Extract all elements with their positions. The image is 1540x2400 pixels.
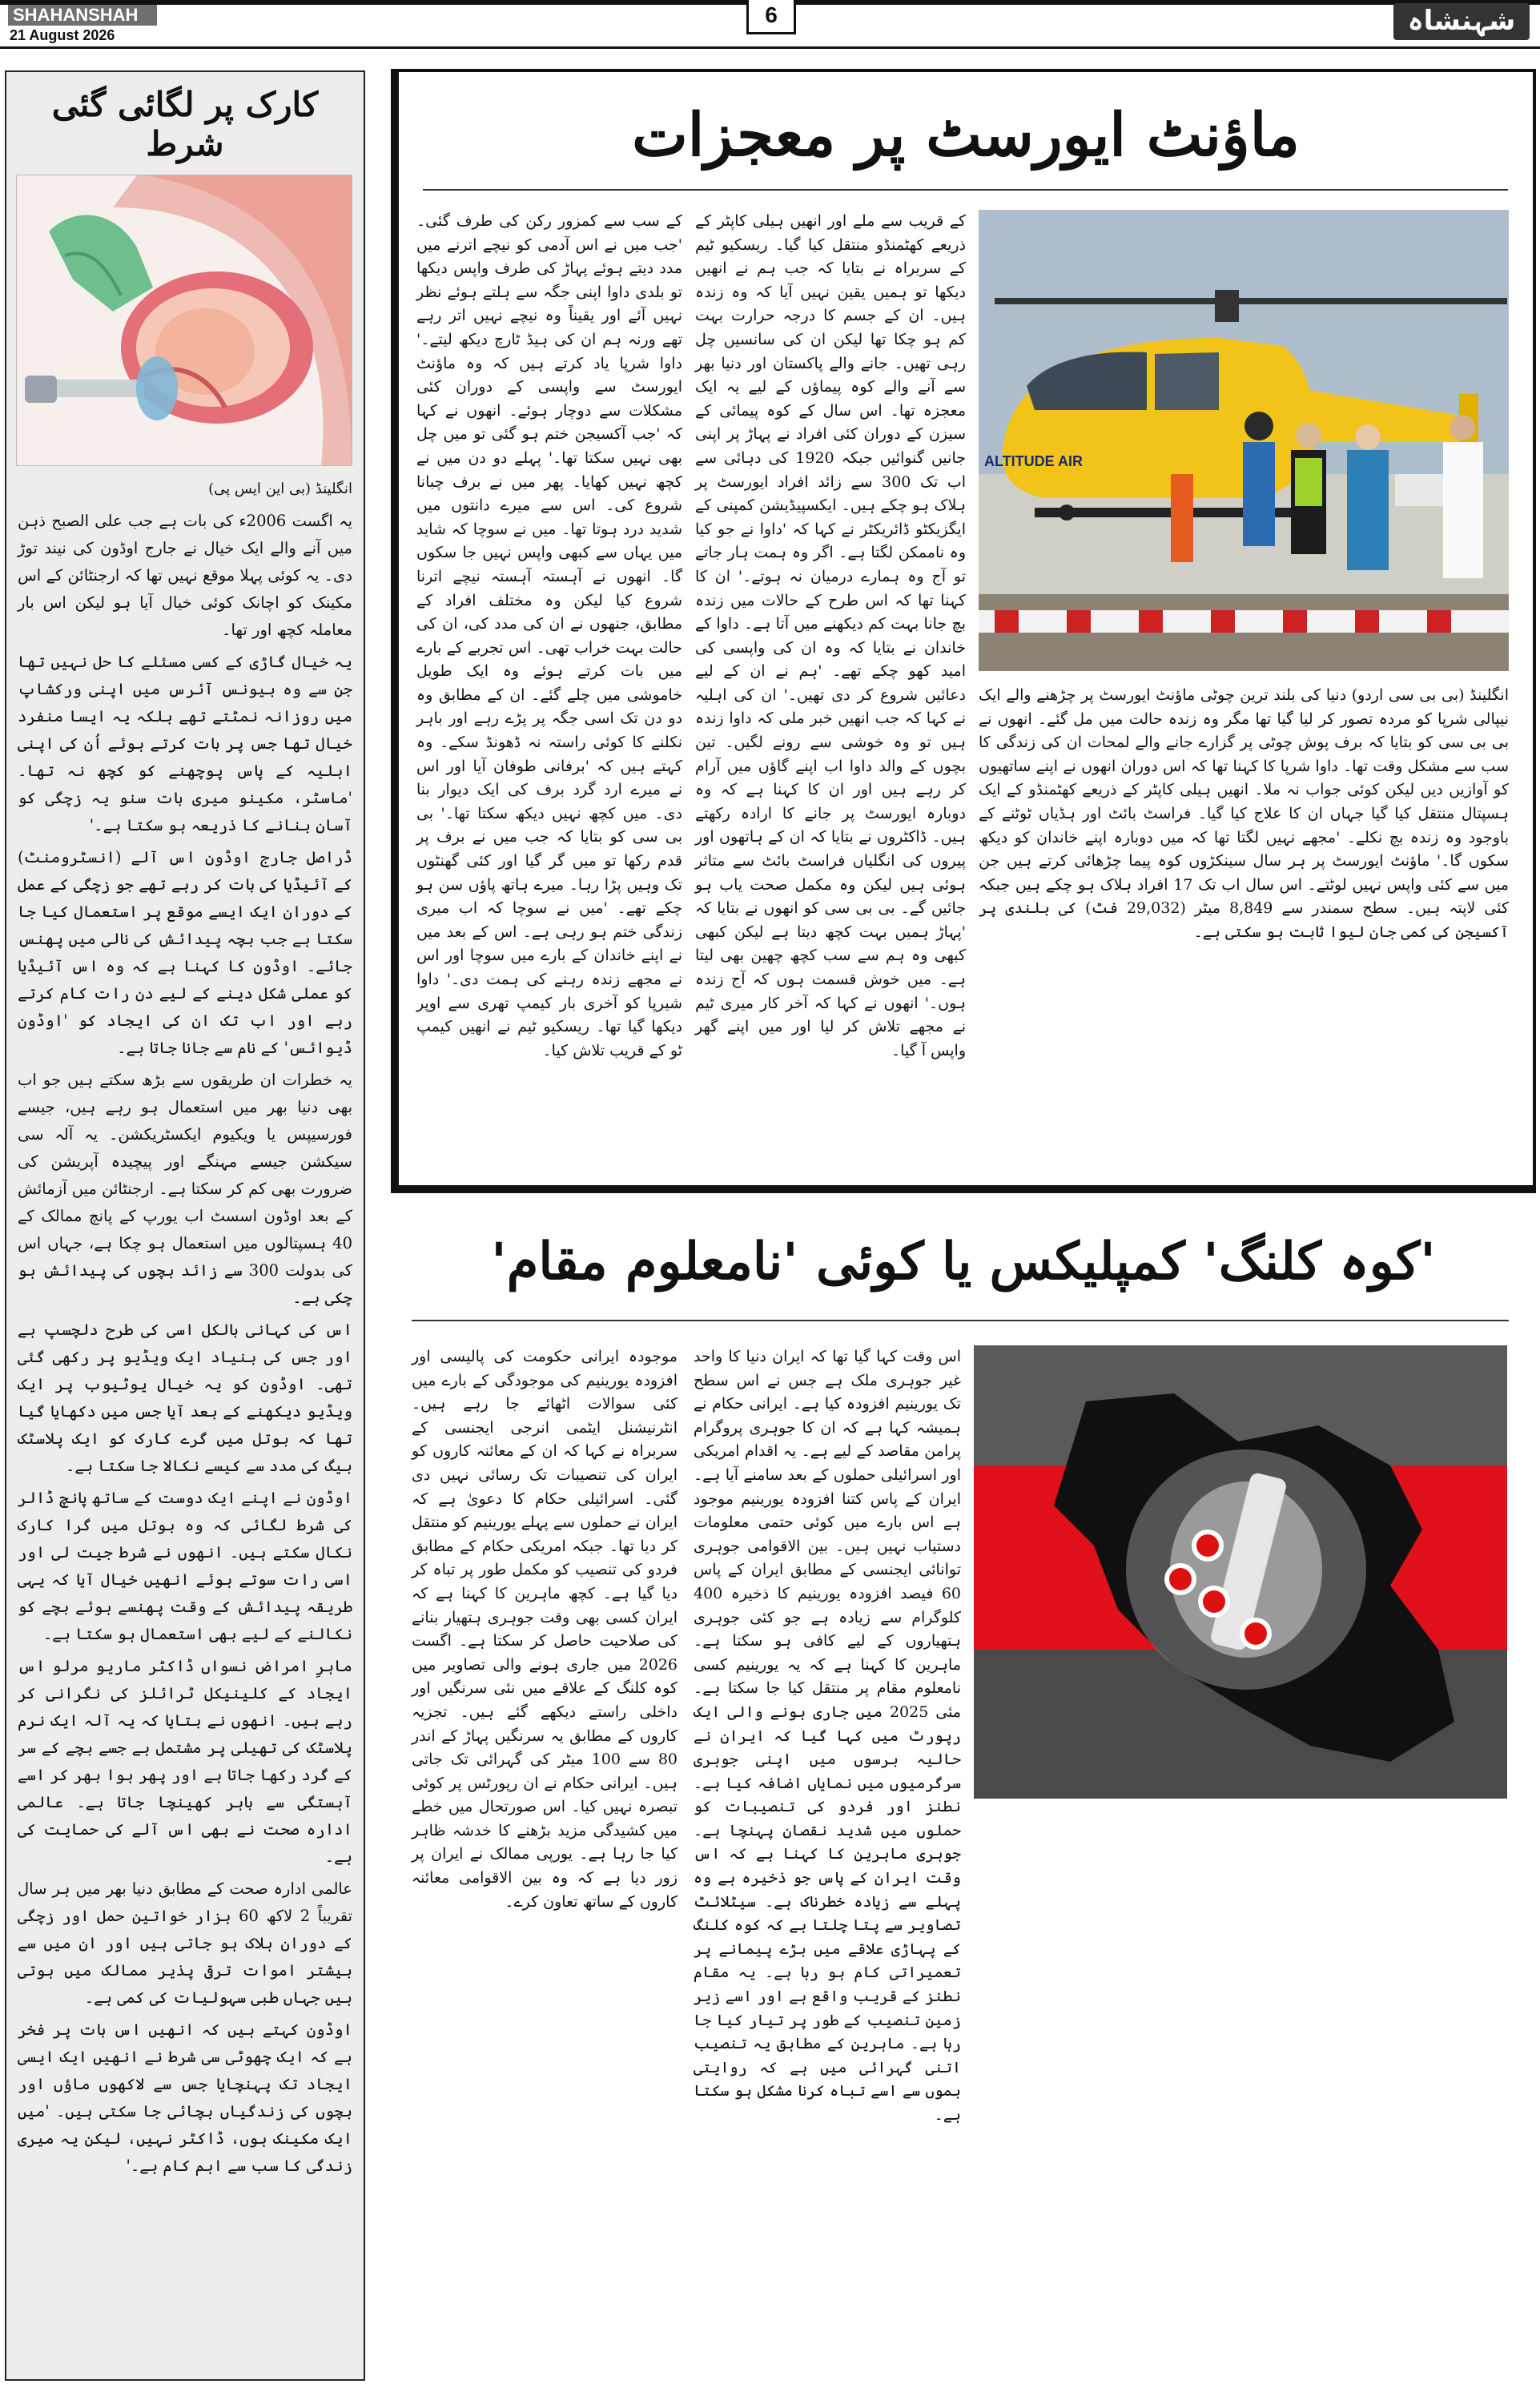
header-rule bbox=[0, 46, 1540, 49]
everest-caption: انگلینڈ (بی بی سی اردو) دنیا کی بلند ترین چوٹی ماؤنٹ ایورسٹ پر چڑھنے والے ایک نیپالی شرپا کو مردہ تصور کر لیا گیا تھا مگر وہ زندہ حالت میں مل گئے۔ انھوں نے بی بی سی کو بتایا کہ برف پوش چوٹی پر گزارے جانے والے لمحات ان کی زندگی کا سب سے مشکل وقت تھا۔ داوا شرپا کا کہنا تھا کہ اس دوران انھوں نے اپنے ساتھیوں کو آوازیں دیں لیکن کوئی جواب نہ ملا۔ انھیں ہیلی کاپٹر کے ذریعے کھٹمنڈو کے ایک ہسپتال منتقل کیا گیا جہاں ان کا علاج کیا گیا۔ فراسٹ بائٹ اور ہڈیاں ٹوٹنے کے باوجود وہ زندہ بچ نکلے۔ 'مجھے نہیں لگتا تھا کہ میں دوبارہ اپنے خاندان کو دیکھ سکوں گا۔' ماؤنٹ ایورسٹ پر ہر سال سینکڑوں کوہ پیما چڑھائی کرتے ہیں جن میں سے کئی واپس نہیں لوٹتے۔ اس سال اب تک 17 افراد ہلاک ہو چکے ہیں جبکہ کئی لاپتہ ہیں۔ سطح سمندر سے 8,849 میٹر (29,032 فٹ) کی بلندی پر آکسیجن کی کمی جان لیوا ثابت ہو سکتی ہے۔ bbox=[979, 686, 1510, 941]
sidebar-paragraph: اوڈون کہتے ہیں کہ انھیں اس بات پر فخر ہے کہ ایک چھوٹی سی شرط نے انھیں ایک ایسی ایجاد تک پہنچایا جس سے لاکھوں ماؤں اور بچوں کی زندگیاں بچائی جا سکتی ہیں۔ 'میں ایک مکینک ہوں، ڈاکٹر نہیں، لیکن یہ میری زندگی کا سب سے اہم کام ہے۔' bbox=[18, 2020, 352, 2175]
iran-column-text: موجودہ ایرانی حکومت کی پالیسی اور افزودہ یورینیم کی موجودگی کے بارے میں کئی سوالات اٹھائے جا رہے ہیں۔ انٹرنیشنل ایٹمی انرجی ایجنسی کے سربراہ نے کہا کہ ان کے معائنہ کاروں کو ایران کی تنصیبات تک رسائی نہیں دی گئی۔ اسرائیلی حکام کا دعویٰ ہے کہ ایران نے حملوں سے پہلے یورینیم کو منتقل کر دیا تھا۔ جبکہ امریکی حکام کے مطابق فردو کی تنصیب کو مکمل طور پر تباہ کر دیا گیا ہے۔ کچھ ماہرین کا کہنا ہے کہ ایران کسی بھی وقت جوہری ہتھیار بنانے کی صلاحیت حاصل کر سکتا ہے۔ اگست 2026 میں جاری ہونے والی تصاویر میں کوہ کلنگ کے علاقے میں نئی سرنگیں اور داخلی راستے دیکھے گئے ہیں۔ تجزیہ کاروں کے مطابق یہ سرنگیں پہاڑ کے اندر 80 سے 100 میٹر کی گہرائی تک جاتی ہیں۔ ایرانی حکام نے ان رپورٹس پر کوئی تبصرہ نہیں کیا۔ اس صورتحال میں خطے میں کشیدگی مزید بڑھنے کا خدشہ ظاہر کیا جا رہا ہے۔ یورپی ممالک نے ایران پر زور دیا ہے کہ وہ بین الاقوامی معائنہ کاروں کے ساتھ تعاون کرے۔ bbox=[412, 1348, 678, 1911]
iran-column-text: اس وقت کہا گیا تھا کہ ایران دنیا کا واحد غیر جوہری ملک ہے جس نے اس سطح تک یورینیم افزودہ کیا ہے۔ ایرانی حکام نے ہمیشہ کہا ہے کہ ان کا جوہری پروگرام پرامن مقاصد کے لیے ہے۔ یہ اقدام امریکی اور اسرائیلی حملوں کے بعد سامنے آیا ہے۔ ایران کے پاس کتنا افزودہ یورینیم موجود ہے اس بارے میں کوئی حتمی معلومات دستیاب نہیں ہیں۔ بین الاقوامی جوہری توانائی ایجنسی کے مطابق ایران کے پاس 60 فیصد افزودہ یورینیم کا ذخیرہ 400 کلوگرام سے زیادہ ہے جو کئی جوہری ہتھیاروں کے لیے کافی ہو سکتا ہے۔ ماہرین کا کہنا ہے کہ یہ یورینیم کسی نامعلوم مقام پر منتقل کیا جا سکتا ہے۔ مئی 2025 میں جاری ہونے والی ایک رپورٹ میں کہا گیا کہ ایران نے حالیہ برسوں میں اپنی جوہری سرگرمیوں میں نمایاں اضافہ کیا ہے۔ نطنز اور فردو کی تنصیبات کو حملوں میں شدید نقصان پہنچا ہے۔ جوہری ماہرین کا کہنا ہے کہ اس وقت ایران کے پاس جو ذخیرہ ہے وہ پہلے سے زیادہ خطرناک ہے۔ سیٹلائٹ تصاویر سے پتا چلتا ہے کہ کوہ کلنگ کے پہاڑی علاقے میں بڑے پیمانے پر تعمیراتی کام ہو رہا ہے۔ یہ مقام نطنز کے قریب واقع ہے اور اسے زیر زمین تنصیب کے طور پر تیار کیا جا رہا ہے۔ ماہرین کے مطابق یہ تنصیب اتنی گہرائی میں ہے کہ روایتی بموں سے اسے تباہ کرنا مشکل ہو سکتا ہے۔ bbox=[694, 1348, 961, 2124]
sidebar-paragraph: اوڈون نے اپنے ایک دوست کے ساتھ پانچ ڈالر کی شرط لگائی کہ وہ بوتل میں گرا کارک نکال سکتے ہیں۔ انھوں نے شرط جیت لی اور اسی رات سوتے ہوئے انھیں خیال آیا کہ یہی طریقہ پیدائش کے وقت پھنسے ہوئے بچے کو نکالنے کے لیے بھی استعمال ہو سکتا ہے۔ bbox=[18, 1489, 352, 1643]
sidebar-paragraph: ماہرِ امراض نسواں ڈاکٹر ماریو مرلو اس ایجاد کے کلینیکل ٹرائلز کی نگرانی کر رہے ہیں۔ انھوں نے بتایا کہ یہ آلہ ایک نرم پلاسٹک کی تھیلی پر مشتمل ہے جسے بچے کے سر کے گرد رکھا جاتا ہے اور پھر ہوا بھر کر اسے آہستگی سے باہر کھینچا جاتا ہے۔ عالمی ادارہ صحت نے بھی اس آلے کی حمایت کی ہے۔ bbox=[18, 1657, 352, 1866]
issue-date: 21 August 2026 bbox=[10, 27, 115, 43]
everest-column-text: کے قریب سے ملے اور انھیں ہیلی کاپٹر کے ذریعے کھٹمنڈو منتقل کیا گیا۔ ریسکیو ٹیم کے سربراہ نے بتایا کہ جب ہم نے انھیں دیکھا تو ہمیں یقین نہیں آیا کہ وہ زندہ ہیں۔ ان کے جسم کا درجہ حرارت بہت کم ہو چکا تھا لیکن ان کی سانسیں چل رہی تھیں۔ جانے والے پاکستان اور دنیا بھر سے آنے والے کوہ پیماؤں کے لیے یہ ایک معجزہ تھا۔ اس سال کے کوہ پیمائی کے سیزن کے دوران کئی افراد نے پہاڑ پر اپنی جانیں گنوائیں جبکہ 1920 کی دہائی سے اب تک 300 سے زائد افراد ایورسٹ پر ہلاک ہو چکے ہیں۔ ایکسپیڈیشن کمپنی کے ایگزیکٹو ڈائریکٹر نے کہا کہ 'داوا نے جو کیا وہ ناممکن لگتا ہے۔ اگر وہ ہمت ہار جاتے تو آج وہ ہمارے درمیان نہ ہوتے۔' ان کا کہنا تھا کہ اس طرح کے حالات میں زندہ بچ جانا بہت کم دیکھنے میں آتا ہے۔ داوا کے خاندان نے بتایا کہ وہ ان کی واپسی کی امید کھو چکے تھے۔ 'ہم نے ان کے لیے دعائیں شروع کر دی تھیں۔' ان کی اہلیہ نے کہا کہ جب انھیں خبر ملی کہ داوا زندہ ہیں تو وہ خوشی سے رونے لگیں۔ تین بچوں کے والد داوا اب اپنے گاؤں میں آرام کر رہے ہیں اور ان کا کہنا ہے کہ وہ دوبارہ ایورسٹ پر جانے کا ارادہ رکھتے ہیں۔ ڈاکٹروں نے بتایا کہ ان کے ہاتھوں اور پیروں کی انگلیاں فراسٹ بائٹ سے متاثر ہوئی ہیں لیکن وہ مکمل صحت یاب ہو جائیں گے۔ بی بی سی کو انھوں نے بتایا کہ 'پہاڑ ہمیں بہت کچھ دیتا ہے لیکن کبھی کبھی وہ ہم سے سب کچھ چھین بھی لیتا ہے۔ میں خوش قسمت ہوں کہ آج زندہ ہوں۔' انھوں نے کہا کہ آخر کار میری ٹیم نے مجھے تلاش کر لیا اور میں اپنے گھر واپس آ گیا۔ bbox=[695, 212, 966, 1059]
iran-article bbox=[391, 1204, 1536, 2382]
rescue-helicopter-photo bbox=[979, 210, 1509, 671]
sidebar-paragraph: عالمی ادارہ صحت کے مطابق دنیا بھر میں ہر سال تقریباً 2 لاکھ 60 ہزار خواتین حمل اور زچگی کے دوران ہلاک ہو جاتی ہیں اور ان میں سے بیشتر اموات ترقی پذیر ممالک میں ہوتی ہیں جہاں طبی سہولیات کی کمی ہے۔ bbox=[18, 1879, 352, 2007]
sidebar-article bbox=[5, 70, 365, 2381]
sidebar-paragraph: یہ اگست 2006ء کی بات ہے جب علی الصبح ذہن میں آنے والے ایک خیال نے جارج اوڈون کی نیند توڑ دی۔ یہ کوئی پہلا موقع نہیں تھا کہ ارجنٹائن کے اس مکینک کو اچانک کوئی خیال آیا ہو لیکن اس بار معاملہ کچھ اور تھا۔ bbox=[18, 512, 352, 639]
sidebar-paragraph: یہ خطرات ان طریقوں سے بڑھ سکتے ہیں جو اب بھی دنیا بھر میں استعمال ہو رہے ہیں، جیسے فورسیپس یا ویکیوم ایکسٹریکشن۔ یہ آلہ سی سیکشن جیسے مہنگے اور پیچیدہ آپریشن کی ضرورت بھی کم کر سکتا ہے۔ ارجنٹائن میں آزمائش کے بعد اوڈون اسسٹ اب یورپ کے پانچ ممالک کے 40 ہسپتالوں میں استعمال ہو چکا ہے، جہاں اس کی بدولت 300 سے زائد بچوں کی پیدائش ہو چکی ہے۔ bbox=[18, 1071, 352, 1307]
sidebar-paragraph: یہ خیال گاڑی کے کسی مسئلے کا حل نہیں تھا جن سے وہ بیونس آئرس میں اپنی ورکشاپ میں روزانہ نمٹتے تھے بلکہ یہ ایسا منفرد خیال تھا جس پر بات کرتے ہوئے اُن کی اپنی اہلیہ کے پاس پوچھنے کو کچھ نہ تھا۔ 'ماسٹر، مکینو میری بات سنو یہ زچگی کو آسان بنانے کا ذریعہ ہو سکتا ہے۔' bbox=[18, 653, 352, 834]
iran-column-left bbox=[412, 1345, 678, 2370]
everest-caption-column bbox=[979, 684, 1509, 1164]
sidebar-title: کارک پر لگائی گئی شرط bbox=[51, 85, 319, 163]
everest-column-text: کے سب سے کمزور رکن کی طرف گئی۔ 'جب میں نے اس آدمی کو نیچے اترنے میں مدد دیتے ہوئے پہاڑ کی طرف واپس دیکھا تو بلدی داوا اپنی جگہ سے ہلتے ہوئے نظر نہیں آئے اور یقیناً وہ نیچے نہیں اتر رہے تھے ورنہ ہم ان کی ہیڈ ٹارچ دیکھ لیتے۔' داوا شرپا یاد کرتے ہیں کہ وہ ماؤنٹ ایورسٹ سے واپسی کے دوران کئی مشکلات سے دوچار ہوئے۔ انھوں نے کہا کہ 'جب آکسیجن ختم ہو گئی تو میں چل بھی نہیں سکتا تھا۔' پہلے دو دن میں نے کچھ نہیں کھایا۔ پھر میں نے برف چبانا شروع کی۔ اس سے میرے دانتوں میں شدید درد ہوتا تھا۔ میں نے سوچا کہ شاید میں یہاں سے کبھی واپس نہیں جا سکوں گا۔ انھوں نے آہستہ آہستہ نیچے اترنا شروع کیا لیکن وہ مختلف افراد کے مطابق، جنھوں نے ان کی مدد کی، ان کی حالت بہت خراب تھی۔ اس تجربے کے بارے میں بات کرتے ہوئے وہ ایک طویل خاموشی میں چلے گئے۔ ان کے مطابق وہ دو دن تک اسی جگہ پر پڑے رہے اور باہر نکلنے کا کوئی راستہ نہ ڈھونڈ سکے۔ وہ کہتے ہیں کہ 'برفانی طوفان آیا اور اس نے میرے ارد گرد برف کی ایک دیوار بنا دی۔ میں کچھ نہیں دیکھ سکتا تھا۔' بی بی سی کو بتایا کہ جب میں نے برف پر قدم رکھا تو میں گر گیا اور کئی گھنٹوں تک وہیں پڑا رہا۔ میرے ہاتھ پاؤں سن ہو چکے تھے۔ 'میں نے سوچا کہ اب میری زندگی ختم ہو رہی ہے۔ اس کے بعد میں نے اپنے خاندان کے بارے میں سوچا اور اس نے مجھے زندہ رہنے کی ہمت دی۔' داوا شیرپا کو آخری بار کیمپ تھری سے اوپر دیکھا گیا تھا۔ ریسکیو ٹیم نے انھیں کیمپ ٹو کے قریب تلاش کیا۔ bbox=[416, 212, 682, 1059]
sidebar-byline: انگلینڈ (بی این ایس پی) bbox=[208, 480, 352, 497]
sidebar-body bbox=[18, 476, 352, 2180]
everest-headline: ماؤنٹ ایورسٹ پر معجزات bbox=[632, 101, 1300, 170]
everest-article bbox=[391, 69, 1536, 1193]
helicopter-livery: ALTITUDE AIR bbox=[984, 453, 1083, 469]
medical-illustration-icon bbox=[16, 175, 352, 466]
sidebar-paragraph: ڈراصل جارج اوڈون اس آلے (انسٹرومنٹ) کے آئیڈیا کی بات کر رہے تھے جو زچگی کے عمل کے دوران ایک ایسے موقع پر استعمال کیا جا سکتا ہے جب بچہ پیدائش کی نالی میں پھنس جائے۔ اوڈون کا کہنا ہے کہ وہ اس آئیڈیا کو عملی شکل دینے کے لیے دن رات کام کرتے رہے اور اب تک ان کی ایجاد کو 'اوڈون ڈیوائس' کے نام سے جانا جاتا ہے۔ bbox=[18, 848, 352, 1057]
iran-column-middle bbox=[694, 1345, 961, 2370]
newspaper-logo: شہنشاہ bbox=[1393, 3, 1530, 40]
everest-column-middle bbox=[695, 210, 966, 1163]
headline-rule bbox=[423, 189, 1508, 191]
iran-map-nuclear-sites-illustration bbox=[974, 1345, 1507, 1799]
sidebar-paragraph: اس کی کہانی بالکل اسی کی طرح دلچسپ ہے اور جس کی بنیاد ایک ویڈیو پر رکھی گئی تھی۔ اوڈون کو یہ خیال یوٹیوب پر ایک ویڈیو دیکھنے کے بعد آیا جس میں دکھایا گیا تھا کہ بوتل میں گرے کارک کو ایک پلاسٹک بیگ کی مدد سے کیسے نکالا جا سکتا ہے۔ bbox=[18, 1321, 352, 1475]
paper-name: SHAHANSHAH bbox=[8, 5, 157, 26]
headline-rule bbox=[412, 1320, 1509, 1321]
everest-column-left bbox=[416, 210, 682, 1163]
iran-headline: 'کوہ کلنگ' کمپلیکس یا کوئی 'نامعلوم مقام' bbox=[491, 1232, 1436, 1292]
page-number: 6 bbox=[746, 0, 796, 34]
